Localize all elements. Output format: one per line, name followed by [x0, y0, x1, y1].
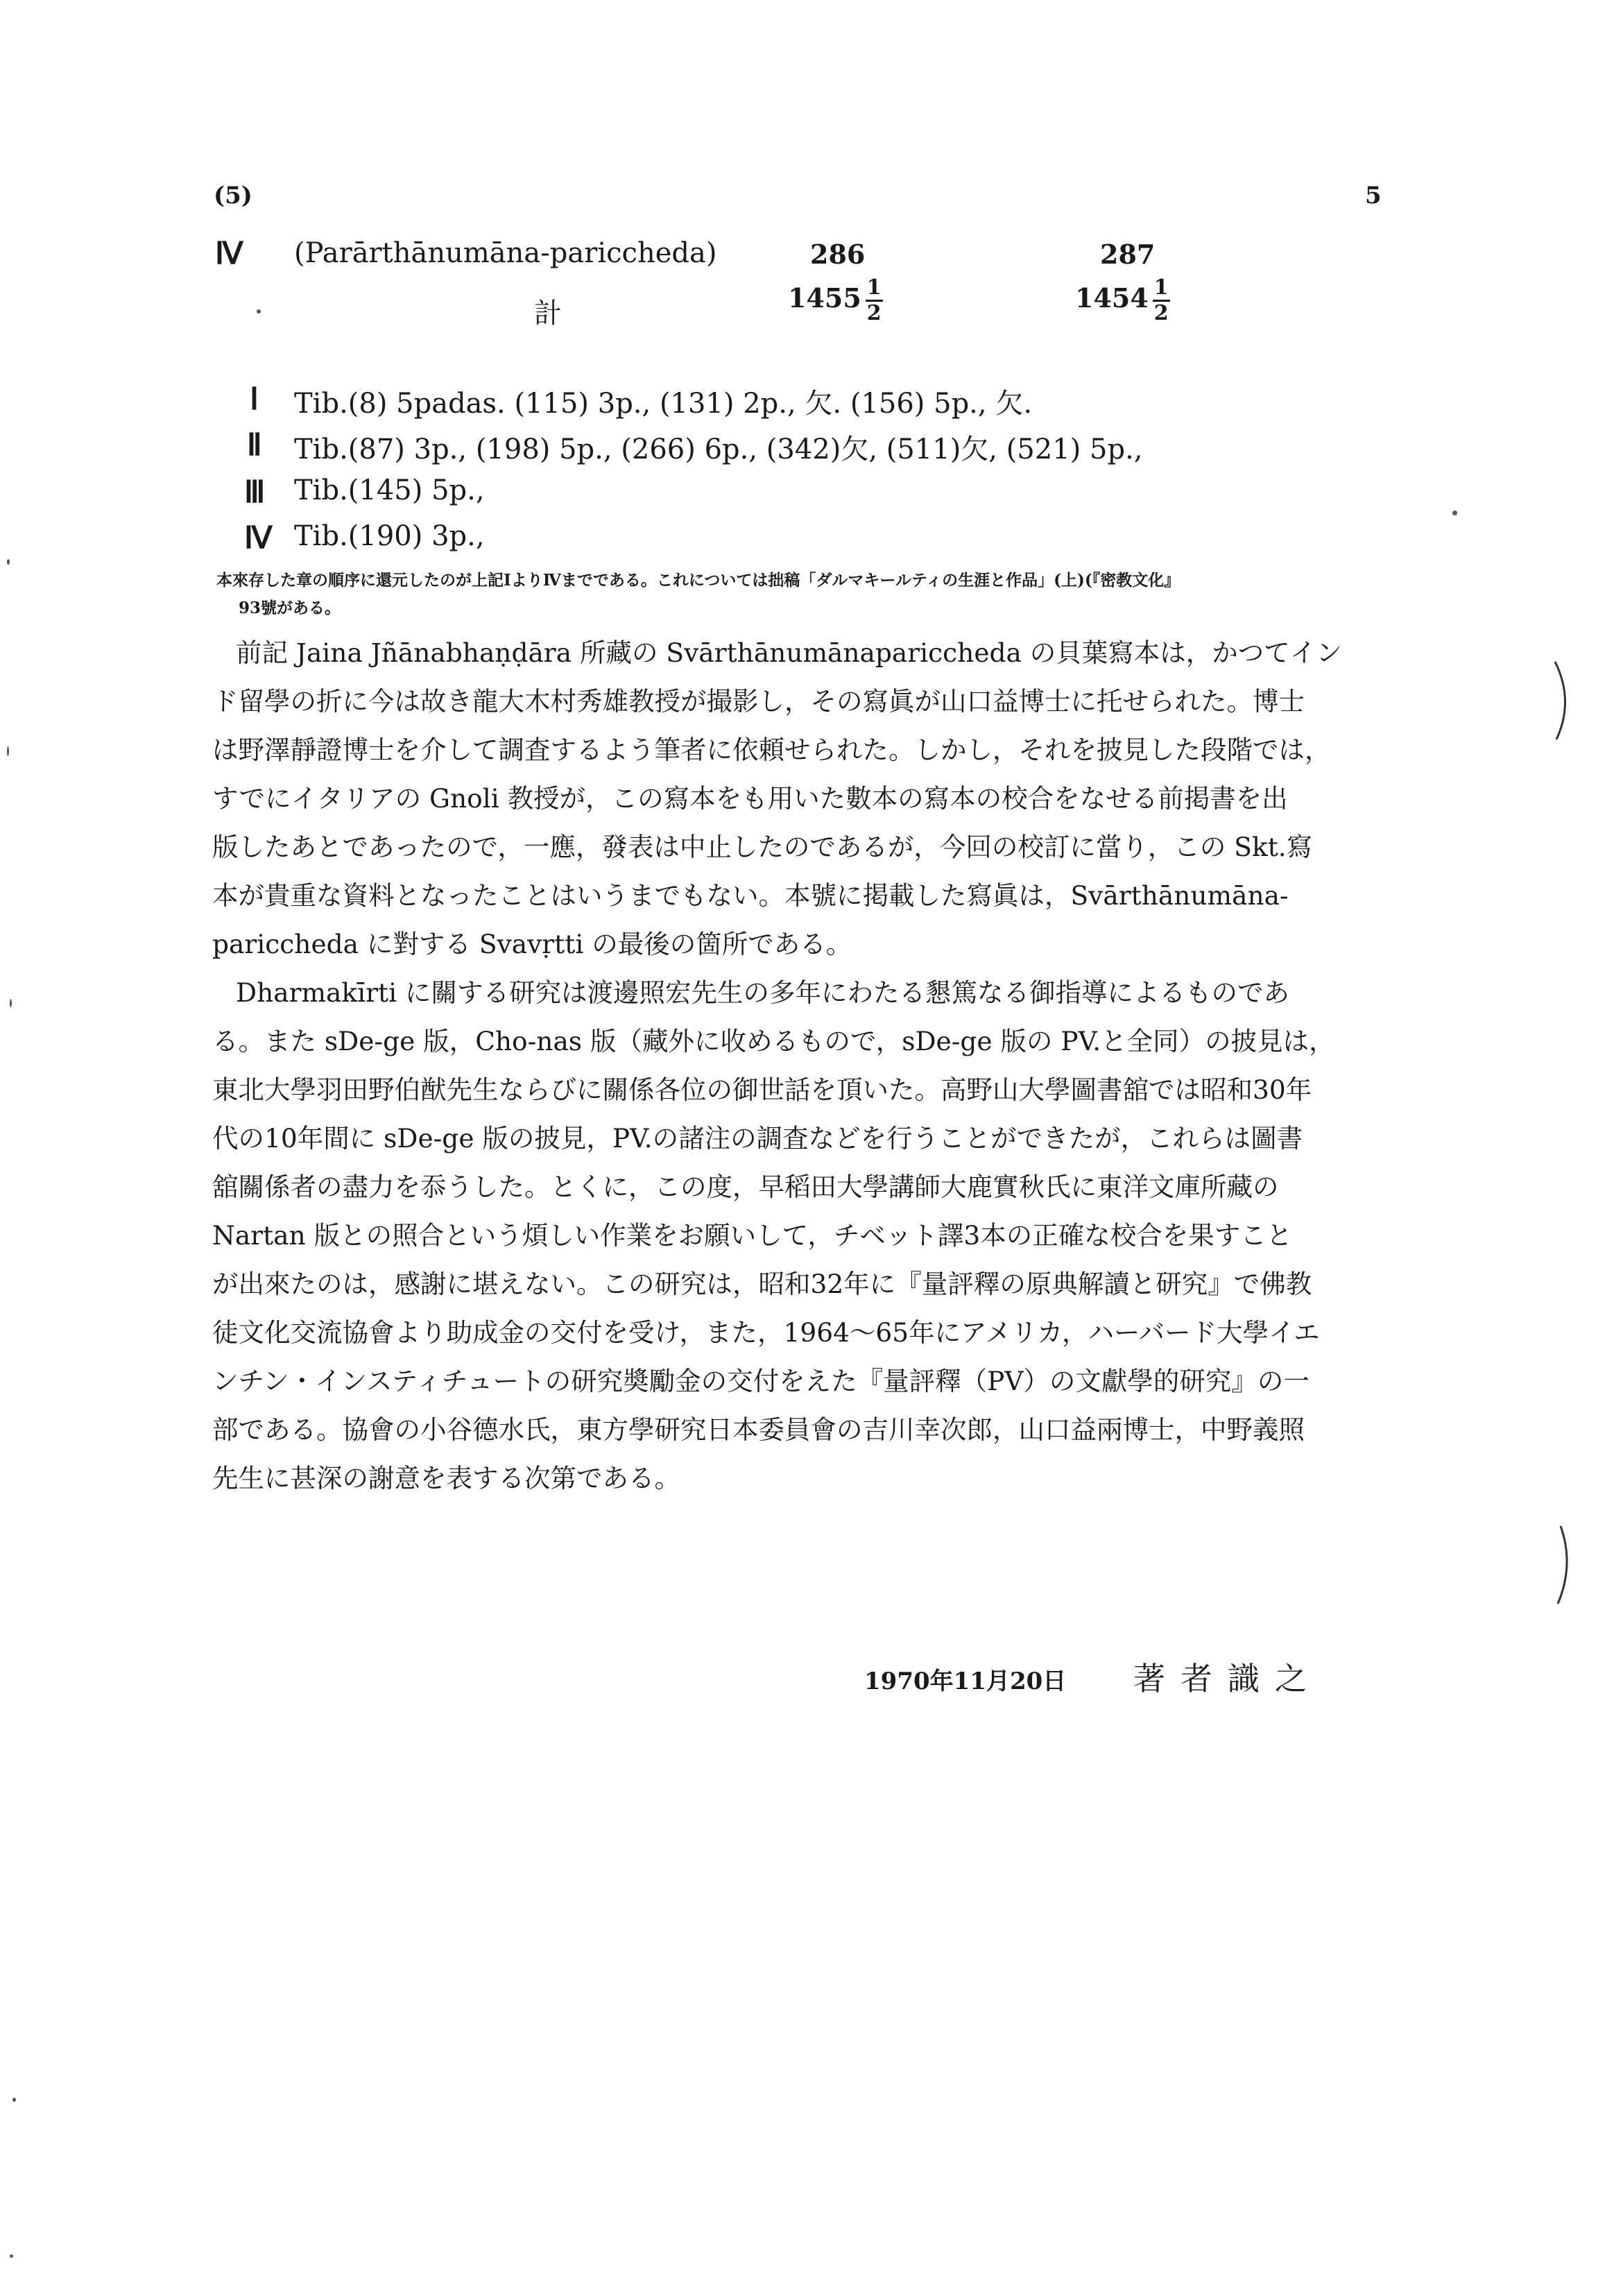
- note-numeral-2: Ⅱ: [247, 428, 262, 462]
- note-text-2: Tib.(87) 3p., (198) 5p., (266) 6p., (342)欠, (511)欠, (521) 5p.,: [294, 434, 1143, 465]
- note-numeral-3: Ⅲ: [244, 475, 266, 509]
- paragraph-1-line: 前記 Jaina Jñānabhaṇḍāra 所藏の Svārthānumānapariccheda の貝葉寫本は，かつてイン: [236, 637, 1342, 668]
- paragraph-1-line: pariccheda に對する Svavṛtti の最後の箇所である。: [212, 929, 852, 959]
- paragraph-1-line: 本が貴重な資料となったことはいうまでもない。本號に掲載した寫眞は，Svārthānumāna-: [212, 880, 1289, 911]
- paragraph-2-line: Dharmakīrti に關する研究は渡邊照宏先生の多年にわたる懇篤なる御指導によるものであ: [236, 977, 1290, 1008]
- total-value-2: [1075, 277, 1170, 324]
- total-value-2-fraction: [1153, 277, 1170, 324]
- fraction-denominator: 2: [1153, 301, 1169, 325]
- note-numeral-1: Ⅰ: [250, 382, 259, 416]
- paragraph-2-line: 舘關係者の盡力を忝うした。とくに，この度，早稻田大學講師大鹿實秋氏に東洋文庫所藏の: [212, 1172, 1279, 1202]
- total-value-1: [788, 277, 883, 324]
- note-text-1: Tib.(8) 5padas. (115) 3p., (131) 2p., 欠. (156) 5p., 欠.: [294, 388, 1033, 420]
- total-value-1-whole: 1455: [788, 282, 861, 314]
- footnote-line-2: 93號がある。: [239, 599, 341, 617]
- page-left-label: (5): [214, 182, 252, 209]
- fraction-numerator: 1: [1153, 277, 1170, 302]
- scan-speck: [10, 2254, 13, 2258]
- paragraph-2-line: る。また sDe-ge 版，Cho-nas 版（藏外に收めるもので，sDe-ge 版の PV.と全同）の披見は，: [212, 1026, 1335, 1056]
- paragraph-2-line: 徒文化交流協會より助成金の交付を受け，また，1964〜65年にアメリカ，ハーバード大學イエ: [212, 1317, 1320, 1348]
- scan-speck: [7, 746, 9, 756]
- total-value-2-whole: 1454: [1075, 282, 1149, 314]
- note-text-4: Tib.(190) 3p.,: [294, 520, 485, 552]
- footnote-line-1: 本來存した章の順序に還元したのが上記ⅠよりⅣまでである。これについては拙稿「ダルマキールティの生涯と作品」(上)(『密教文化』: [216, 571, 1180, 590]
- paragraph-2-line: 先生に甚深の謝意を表する次第である。: [212, 1463, 680, 1493]
- table-row-value-1: 286: [810, 239, 866, 270]
- paragraph-2-line: 部である。協會の小谷德水氏，東方學研究日本委員會の吉川幸次郎，山口益兩博士，中野義照: [212, 1414, 1305, 1445]
- signature-name: 著者識之: [1133, 1660, 1322, 1697]
- fraction-numerator: 1: [866, 277, 883, 302]
- paragraph-1-line: ド留學の折に今は故き龍大木村秀雄教授が撮影し，その寫眞が山口益博士に托せられた。博士: [212, 686, 1305, 717]
- table-row-label: (Parārthānumāna-pariccheda): [294, 237, 717, 269]
- paragraph-2-line: 東北大學羽田野伯猷先生ならびに關係各位の御世話を頂いた。高野山大學圖書舘では昭和30年: [212, 1074, 1312, 1105]
- stray-dot: [257, 309, 261, 314]
- signature-date: 1970年11月20日: [864, 1668, 1067, 1695]
- fraction-denominator: 2: [866, 301, 882, 325]
- page-number: 5: [1365, 182, 1382, 209]
- paragraph-2-line: が出來たのは，感謝に堪えない。この研究は，昭和32年に『量評釋の原典解讀と研究』で佛教: [212, 1269, 1312, 1299]
- scan-speck: [7, 559, 10, 565]
- paragraph-2-line: 代の10年間に sDe-ge 版の披見，PV.の諸注の調査などを行うことができたが，これらは圖書: [212, 1123, 1303, 1154]
- scan-speck: [12, 2098, 16, 2102]
- total-value-1-fraction: [866, 277, 883, 324]
- paragraph-1-line: 版したあとであったので，一應，發表は中止したのであるが，今回の校訂に當り，この Skt.寫: [212, 832, 1313, 862]
- paragraph-1-line: すでにイタリアの Gnoli 教授が，この寫本をも用いた數本の寫本の校合をなせる前掲書を出: [212, 783, 1288, 814]
- total-label: 計: [534, 298, 562, 329]
- note-text-3: Tib.(145) 5p.,: [294, 474, 485, 506]
- paragraph-1-line: は野澤靜證博士を介して調査するよう筆者に依頼せられた。しかし，それを披見した段階では，: [212, 735, 1331, 765]
- scan-speck: [1452, 511, 1457, 515]
- table-row-value-2: 287: [1100, 239, 1156, 270]
- scan-edge-mark-right: [1551, 659, 1579, 742]
- scan-edge-mark-right: [1554, 1523, 1581, 1607]
- note-numeral-4: Ⅳ: [244, 521, 273, 555]
- scan-speck: [10, 999, 12, 1007]
- paragraph-2-line: ンチン・インスティチュートの研究奬勵金の交付をえた『量評釋（PV）の文獻學的研究』の一: [212, 1366, 1309, 1396]
- paragraph-2-line: Nartan 版との照合という煩しい作業をお願いして，チベット譯3本の正確な校合を果すこと: [212, 1220, 1293, 1251]
- table-row-numeral: Ⅳ: [215, 237, 243, 271]
